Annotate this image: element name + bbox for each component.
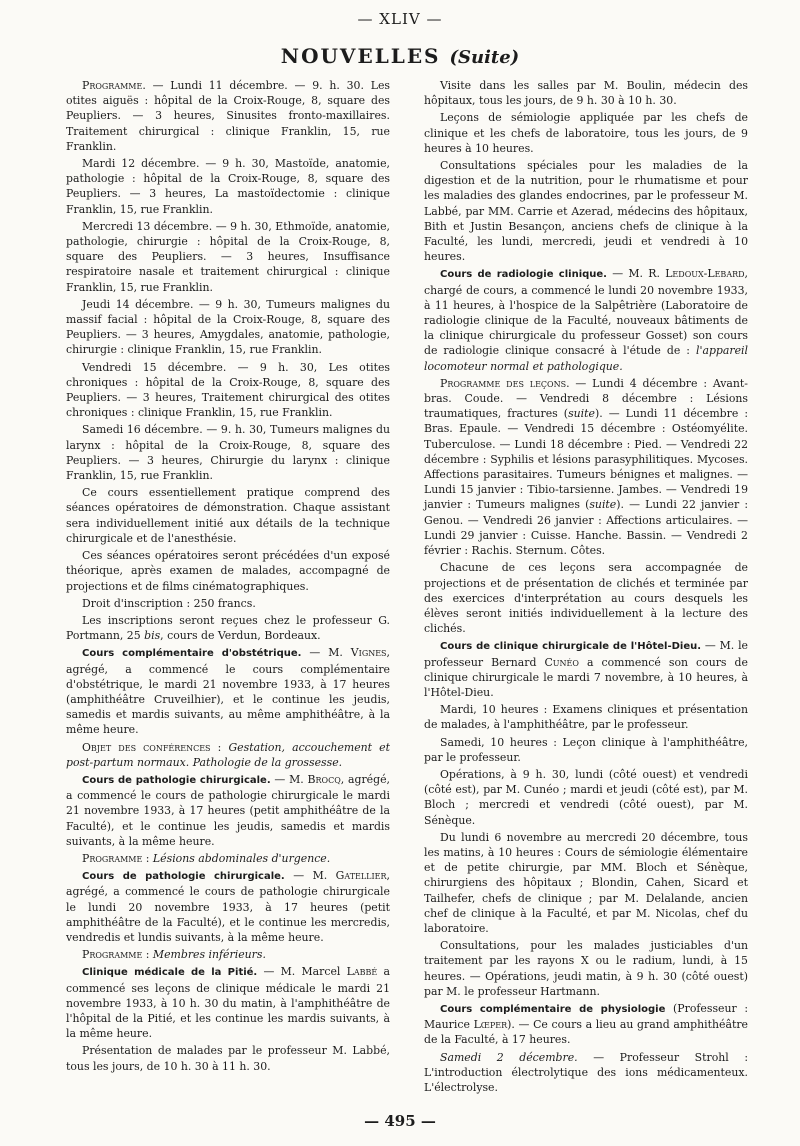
text: , agrégé, a commencé le cours de pathologie chirurgicale le lundi 20 novembre 1933, à 17 heures (petit amphithéâtre de la Faculté), et le continue les mercredis, vendredis et lundis suivants, à la même heure.	[66, 869, 390, 944]
paragraph	[424, 266, 748, 373]
text: suite	[589, 498, 617, 512]
label: Programme.	[82, 79, 146, 92]
text: Vignes	[350, 646, 387, 660]
section-heading: Cours complémentaire de physiologie	[440, 1003, 666, 1015]
text: ). — Lundi 22 janvier : Genou. — Vendredi 26 janvier : Affections articulaires. — Lundi 29 janvier : Cuisse. Hanche. Bassin. — Vendredi 2 février : Rachis. Sternum. Côtes.	[424, 498, 748, 558]
text: , cours de Verdun, Bordeaux.	[160, 629, 321, 643]
text: Gatellier	[335, 869, 387, 883]
text: a commencé ses leçons de clinique médicale le mardi 21 novembre 1933, à 10 h. 30 du matin, à l'amphithéâtre de l'hôpital de la Pitié, et les continue les mardis suivants, à la même heure.	[66, 965, 390, 1041]
text: Gestation, accouchement et post-partum normaux. Pathologie de la grossesse.	[66, 740, 391, 769]
paragraph	[424, 376, 748, 558]
section-heading: Cours de pathologie chirurgicale.	[82, 774, 271, 786]
paragraph: Visite dans les salles par M. Boulin, médecin des hôpitaux, tous les jours, de 9 h. 30 à 10 h. 30.	[424, 79, 748, 108]
text: — M.	[270, 772, 308, 786]
text: bis	[144, 629, 161, 643]
section-heading: Clinique médicale de la Pitié.	[82, 967, 258, 979]
text: suite	[568, 407, 595, 421]
paragraph: Mardi, 10 heures : Examens cliniques et présentation de malades, à l'amphithéâtre, par le professeur.	[424, 703, 748, 732]
text: — Professeur Strohl : L'introduction électrolytique des ions médicamenteux. L'électrolyse.	[424, 1050, 749, 1094]
paragraph: Mercredi 13 décembre. — 9 h. 30, Ethmoïde, anatomie, pathologie, chirurgie : hôpital de la Croix-Rouge, 8, square des Peupliers. — 3 heures, Insuffisance respiratoire nasale et traitement chirurgical : clinique Franklin, 15, rue Franklin.	[66, 219, 390, 294]
paragraph: Présentation de malades par le professeur M. Labbé, tous les jours, de 10 h. 30 à 11 h. 30.	[66, 1044, 390, 1073]
right-column	[424, 78, 748, 1097]
section-heading: Cours de radiologie clinique.	[440, 269, 607, 281]
paragraph	[66, 851, 390, 866]
paragraph: Vendredi 15 décembre. — 9 h. 30, Les otites chroniques : hôpital de la Croix-Rouge, 8, square des Peupliers. — 3 heures, Traitement chirurgical des otites chroniques : clinique Franklin, 15, rue Franklin.	[66, 360, 390, 420]
paragraph: Mardi 12 décembre. — 9 h. 30, Mastoïde, anatomie, pathologie : hôpital de la Croix-Rouge, 8, square des Peupliers. — 3 heures, La mastoïdectomie : clinique Franklin, 15, rue Franklin.	[66, 157, 390, 216]
text: — M.	[301, 646, 351, 660]
text: , chargé de cours, a commencé le lundi 20 novembre 1933, à 11 heures, à l'hospice de la Salpêtrière (Laboratoire de radiologie clinique de la Faculté, nouveaux bâtiments de la clinique chirurgicale du professeur Gosset) son cours de radiologie clinique consacré à l'étude de :	[424, 267, 748, 358]
paragraph	[66, 964, 390, 1041]
text: Lœper	[473, 1018, 508, 1032]
text: — M. le professeur Bernard	[424, 639, 748, 669]
text: Cunéo	[544, 655, 579, 669]
paragraph	[424, 1050, 748, 1096]
text: Ledoux-Lebard	[665, 267, 745, 281]
text: , agrégé, a commencé le cours de pathologie chirurgicale le mardi 21 novembre 1933, à 17 heures (petit amphithéâtre de la Faculté), et le continue les jeudis, samedis et mardis suivants, à la même heure.	[66, 772, 391, 848]
text: ). — Ce cours a lieu au grand amphithéâtre de la Faculté, à 17 heures.	[424, 1018, 749, 1047]
text: l'appareil locomoteur normal et pathologique.	[424, 344, 748, 373]
section-heading: Cours complémentaire d'obstétrique.	[82, 648, 302, 660]
page-roman-numeral: — XLIV —	[357, 10, 443, 28]
paragraph	[424, 1001, 748, 1048]
text: — M. R.	[606, 267, 666, 281]
text: Samedi 2 décembre.	[440, 1050, 578, 1064]
paragraph	[424, 638, 748, 700]
text: a commencé son cours de clinique chirurgicale le mardi 7 novembre, à 10 heures, à l'Hôtel-Dieu.	[424, 655, 748, 699]
paragraph	[66, 740, 390, 770]
paragraph: Opérations, à 9 h. 30, lundi (côté ouest) et vendredi (côté est), par M. Cunéo ; mardi et jeudi (côté est), par M. Bloch ; mercredi et vendredi (côté ouest), par M. Sénèque.	[424, 767, 748, 827]
text: Les inscriptions seront reçues chez le professeur G. Portmann, 25	[66, 613, 390, 643]
paragraph: Samedi, 10 heures : Leçon clinique à l'amphithéâtre, par le professeur.	[424, 735, 748, 764]
text: — Lundi 4 décembre : Avant-bras. Coude. — Vendredi 8 décembre : Lésions traumatiques, fractures (	[424, 376, 748, 421]
label: Objet des conférences :	[82, 740, 222, 754]
text: — M.	[284, 869, 336, 883]
text: , agrégé, a commencé le cours complémentaire d'obstétrique, le mardi 21 novembre 1933, à 17 heures (amphithéâtre Cruveilhier), et le continue les jeudis, samedis et mardis suivants, au même amphithéâtre, à la même heure.	[66, 646, 391, 737]
paragraph	[66, 868, 390, 945]
text: — Lundi 11 décembre. — 9. h. 30. Les otites aiguës : hôpital de la Croix-Rouge, 8, square des Peupliers. — 3 heures, Sinusites fronto-maxillaires. Traitement chirurgical : clinique Franklin, 15, rue Franklin.	[66, 79, 390, 153]
paragraph: Jeudi 14 décembre. — 9 h. 30, Tumeurs malignes du massif facial : hôpital de la Croix-Rouge, 8, square des Peupliers. — 3 heures, Amygdales, anatomie, pathologie, chirurgie : clinique Franklin, 15, rue Franklin.	[66, 297, 390, 357]
text: Membres inférieurs.	[149, 948, 266, 962]
paragraph: Du lundi 6 novembre au mercredi 20 décembre, tous les matins, à 10 heures : Cours de sémiologie élémentaire et de petite chirurgie, par MM. Bloch et Sénèque, chirurgiens des hôpitaux ; Blondin, Cahen, Sicard et Tailhefer, chefs de clinique ; par M. Delalande, ancien chef de clinique à la Faculté, et par M. Nicolas, chef du laboratoire.	[424, 830, 748, 935]
text: ). — Lundi 11 décembre : Bras. Epaule. — Vendredi 15 décembre : Ostéomyélite. Tuberculose. — Lundi 18 décembre : Pied. — Vendredi 22 décembre : Syphilis et lésions parasyphilitiques. Mycoses. Affections parasitaires. Tumeurs bénignes et malignes. — Lundi 15 janvier : Tibio-tarsienne. Jambes. — Vendredi 19 janvier : Tumeurs malignes (	[424, 407, 748, 512]
section-heading: Cours de pathologie chirurgicale.	[82, 871, 285, 883]
left-column	[66, 78, 390, 1076]
paragraph	[66, 78, 390, 154]
label: Programme :	[82, 851, 150, 865]
label: Programme des leçons.	[440, 376, 570, 390]
page-title	[0, 44, 800, 68]
title-text: NOUVELLES	[280, 44, 441, 68]
label: Programme :	[82, 948, 150, 962]
paragraph	[66, 947, 390, 962]
paragraph: Consultations spéciales pour les maladies de la digestion et de la nutrition, pour le rhumatisme et pour les maladies des glandes endocrines, par le professeur M. Labbé, par MM. Carrie et Azerad, médecins des hôpitaux, Bith et Justin Besançon, anciens chefs de clinique à la Faculté, les lundi, mercredi, jeudi et vendredi à 10 heures.	[424, 159, 748, 264]
paragraph	[66, 613, 390, 643]
paragraph: Chacune de ces leçons sera accompagnée de projections et de présentation de clichés et terminée par des exercices d'interprétation au cours desquels les élèves seront initiés individuellement à la lecture des clichés.	[424, 561, 748, 636]
paragraph: Leçons de sémiologie appliquée par les chefs de clinique et les chefs de laboratoire, tous les jours, de 9 heures à 10 heures.	[424, 111, 748, 155]
paragraph: Consultations, pour les malades justiciables d'un traitement par les rayons X ou le radium, lundi, à 15 heures. — Opérations, jeudi matin, à 9 h. 30 (côté ouest) par M. le professeur Hartmann.	[424, 939, 748, 998]
paragraph	[66, 772, 390, 849]
text: (Professeur : Maurice	[424, 1001, 748, 1032]
paragraph: Ces séances opératoires seront précédées d'un exposé théorique, après examen de malades, accompagné de projections et de films cinématographiques.	[66, 549, 390, 593]
paragraph: Droit d'inscription : 250 francs.	[82, 596, 256, 610]
title-suite: (Suite)	[449, 47, 520, 68]
text: — M. Marcel	[257, 965, 347, 979]
paragraph: Samedi 16 décembre. — 9. h. 30, Tumeurs malignes du larynx : hôpital de la Croix-Rouge, 8, square des Peupliers. — 3 heures, Chirurgie du larynx : clinique Franklin, 15, rue Franklin.	[66, 423, 390, 483]
text: Labbé	[346, 965, 378, 979]
text: Brocq	[307, 772, 341, 786]
paragraph	[66, 645, 390, 737]
paragraph: Ce cours essentiellement pratique comprend des séances opératoires de démonstration. Chaque assistant sera individuellement initié aux détails de la technique chirurgicale et de l'anesthésie.	[66, 486, 390, 545]
text: Lésions abdominales d'urgence.	[149, 851, 331, 865]
section-heading: Cours de clinique chirurgicale de l'Hôtel-Dieu.	[440, 641, 702, 653]
page-number: — 495 —	[364, 1112, 436, 1130]
